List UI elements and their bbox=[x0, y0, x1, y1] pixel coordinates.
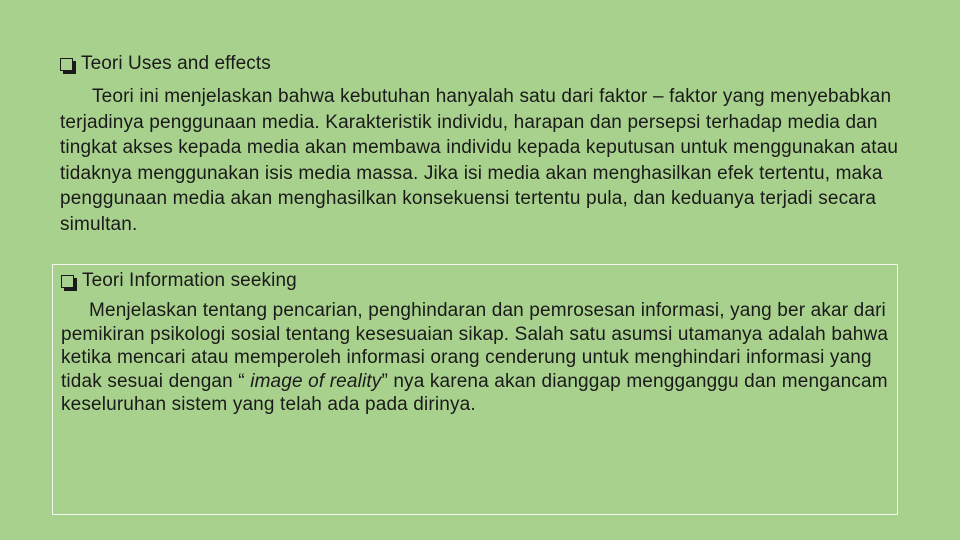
section-title: Teori Uses and effects bbox=[81, 53, 271, 74]
section-body: Teori ini menjelaskan bahwa kebutuhan hanyalah satu dari faktor – faktor yang menyebabkan terjadinya penggunaan media. Karakteristik individu, harapan dan persepsi terhadap media dan tingkat akses kepada media akan membawa individu kepada keputusan untuk menggunakan atau tidaknya menggunakan isis media massa. Jika isi media akan menghasilkan efek tertentu, maka penggunaan media akan menghasilkan konsekuensi tertentu pula, dan keduanya terjadi secara simultan. bbox=[60, 86, 899, 235]
section-body bbox=[61, 299, 897, 417]
section-uses-and-effects bbox=[60, 52, 900, 237]
body-text-after: ” nya karena akan dianggap mengganggu dan mengancam keseluruhan sistem yang telah ada pada dirinya. bbox=[61, 370, 888, 415]
section-title: Teori Information seeking bbox=[82, 270, 297, 291]
checkbox-bullet-icon bbox=[61, 275, 74, 288]
section-heading bbox=[60, 52, 900, 76]
checkbox-bullet-icon bbox=[60, 58, 73, 71]
body-text-before: Menjelaskan tentang pencarian, penghindaran dan pemrosesan informasi, yang ber akar dari pemikiran psikologi sosial tentang kesesuaian sikap. Salah satu asumsi utamanya adalah bahwa ketika mencari atau memperoleh informasi orang cenderung untuk menghindari informasi yang tidak sesuai dengan “ bbox=[61, 300, 889, 392]
body-text-italic: image of reality bbox=[250, 370, 382, 392]
section-information-seeking bbox=[52, 264, 898, 515]
section-heading bbox=[61, 269, 897, 293]
